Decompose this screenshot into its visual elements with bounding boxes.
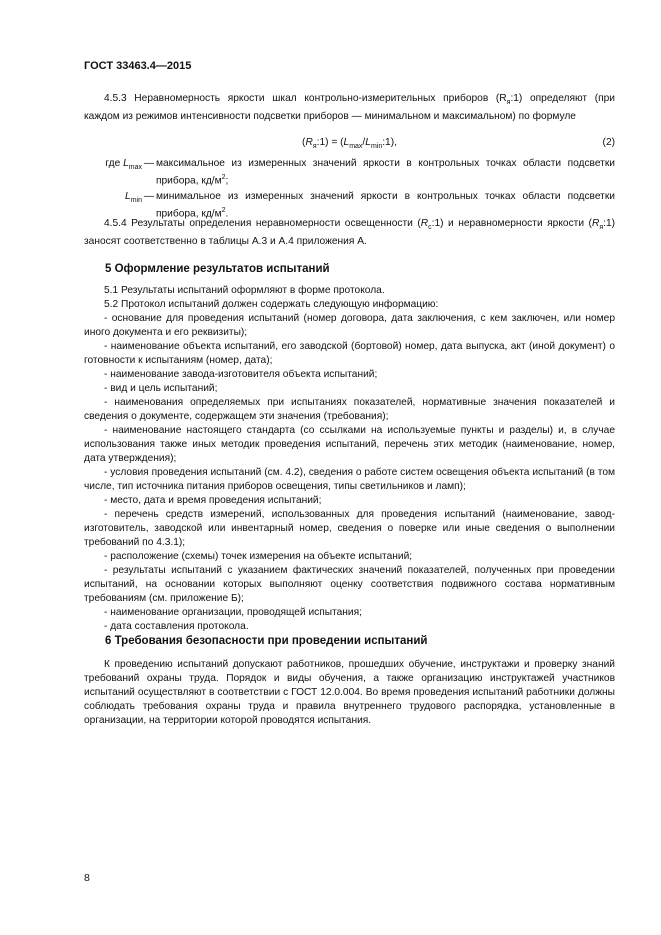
definition-lmax: где $L_{max}$ — максимальное из измеренных значений яркости в контрольных точках области подсветки прибора, $кд/м^2$;	[105, 158, 615, 187]
list-item: - место, дата и время проведения испытаний;	[104, 495, 322, 506]
list-item: - наименование организации, проводящей испытания;	[104, 607, 362, 618]
clause-5-2: 5.2 Протокол испытаний должен содержать следующую информацию:	[104, 299, 439, 310]
list-item: - вид и цель испытаний;	[104, 383, 218, 394]
clause-4-5-3-text: 4.5.3 Неравномерность яркости шкал контрольно-измерительных приборов $(R_я:1)$ определяют (при каждом из режимов интенсивности подсветки приборов — минимальном и максимальном) по формуле	[84, 93, 615, 123]
clause-4-5-3	[84, 92, 615, 124]
list-item: - наименование настоящего стандарта (со ссылками на используемые пункты и разделы) и, в случае использования также иных методик проведения испытаний, перечень этих методик (наименование, номер, дата утверждения);	[84, 425, 615, 464]
equation-number: (2)	[602, 137, 615, 148]
section-6-body	[84, 658, 615, 728]
clause-4-5-4: 4.5.4 Результаты определения неравномерности освещенности $(R_с:1)$ и неравномерности яркости $(R_я:1)$ заносят соответственно в таблицы А.3 и А.4 приложения А.	[84, 218, 615, 248]
list-item: - расположение (схемы) точек измерения на объекте испытаний;	[104, 551, 413, 562]
document-header: ГОСТ 33463.4—2015	[84, 60, 192, 72]
list-item: - условия проведения испытаний (см. 4.2), сведения о работе систем освещения объекта испытаний (в том числе, тип источника питания приборов освещения, типы светильников и ламп);	[84, 467, 615, 492]
page-number: 8	[84, 872, 90, 884]
formula-definitions	[84, 157, 615, 222]
list-item: - наименование завода-изготовителя объекта испытаний;	[104, 369, 378, 380]
list-item: - наименования определяемых при испытаниях показателей, нормативные значения показателей и сведения о документе, содержащем эти значения (требования);	[84, 397, 615, 422]
list-item: - результаты испытаний с указанием фактических значений показателей, полученных при проведении испытаний, на основании которых выполняют оценку соответствия подвижного состава нормативным требованиям (см. приложение Б);	[84, 565, 615, 604]
section-5-heading: 5 Оформление результатов испытаний	[105, 263, 330, 275]
section-5-body	[84, 284, 615, 634]
formula-line: $(R_я:1)$ = $(L_{max}/L_{min}:1)$, (2)	[302, 137, 615, 151]
list-item: - дата составления протокола.	[104, 621, 249, 632]
clause-5-1: 5.1 Результаты испытаний оформляют в форме протокола.	[104, 285, 385, 296]
list-item: - основание для проведения испытаний (номер договора, дата заключения, с кем заключен, или номер иного документа и его реквизиты);	[84, 313, 615, 338]
definition-lmin: $L_{min}$ — минимальное из измеренных значений яркости в контрольных точках области подсветки прибора, $кд/м^2$.	[125, 191, 615, 220]
formula-2	[84, 136, 615, 154]
section-6-heading: 6 Требования безопасности при проведении испытаний	[105, 635, 428, 647]
list-item: - наименование объекта испытаний, его заводской (бортовой) номер, дата выпуска, акт (иной документ) о готовности к испытаниям (номер, дата);	[84, 341, 615, 366]
section-6-text: К проведению испытаний допускают работников, прошедших обучение, инструктажи и проверку знаний требований охраны труда. Порядок и виды обучения, а также организацию инструктажей участников испытаний осуществляют в соответствии с ГОСТ 12.0.004. Во время проведения испытаний работники должны соблюдать требования охраны труда и правила внутреннего трудового распорядка, установленные в организации, на территории которой проводятся испытания.	[84, 659, 615, 726]
list-item: - перечень средств измерений, использованных для проведения испытаний (наименование, завод-изготовитель, заводской или инвентарный номер, сведения о поверке или иные сведения о выполнении требований по 4.3.1);	[84, 509, 615, 548]
